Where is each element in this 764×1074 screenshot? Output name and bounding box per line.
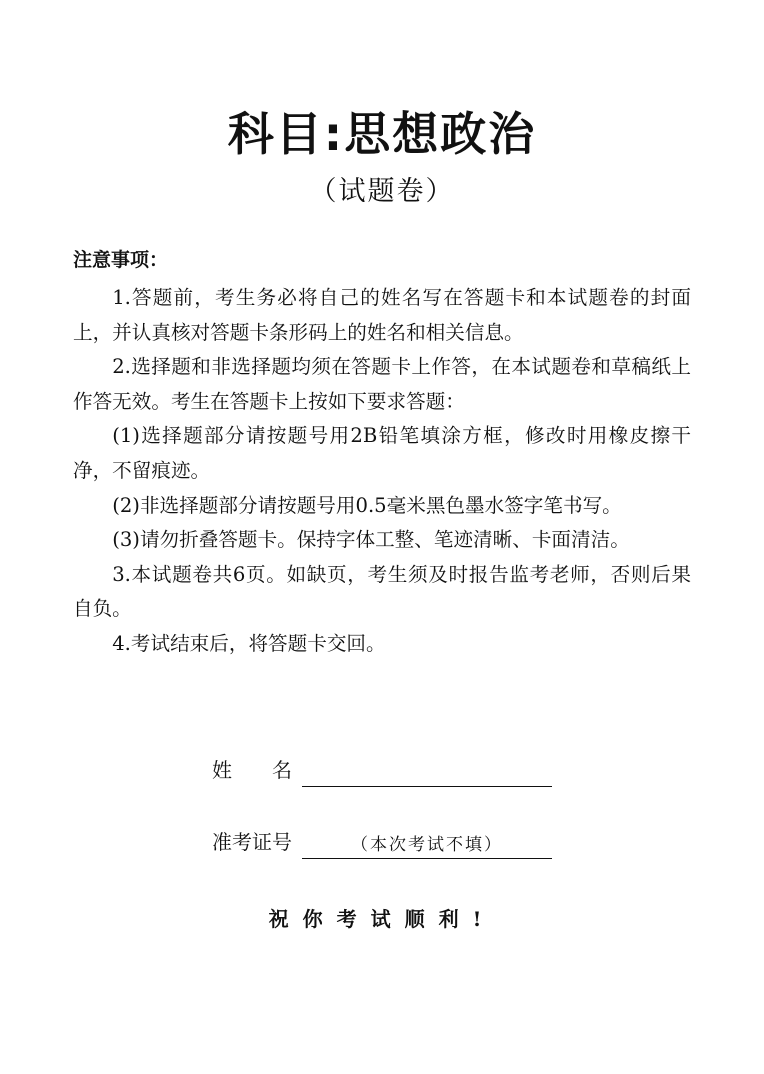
note-item-3: 3.本试题卷共6页。如缺页，考生须及时报告监考老师，否则后果自负。 <box>73 562 691 621</box>
note-item-2-3: (3)请勿折叠答题卡。保持字体工整、笔迹清晰、卡面清洁。 <box>112 528 630 552</box>
notes-heading: 注意事项： <box>73 249 169 271</box>
note-item-2-2: (2)非选择题部分请按题号用0.5毫米黑色墨水签字笔书写。 <box>112 493 622 517</box>
note-item-1: 1.答题前，考生务必将自己的姓名写在答题卡和本试题卷的封面上，并认真核对答题卡条形码上的姓名和相关信息。 <box>73 286 691 344</box>
name-blank[interactable] <box>302 760 552 787</box>
good-luck-message: 祝你考试顺利! <box>268 907 496 931</box>
exam-id-label: 准考证号 <box>212 830 292 854</box>
note-item-2-1: (1)选择题部分请按题号用2B铅笔填涂方框，修改时用橡皮擦干净，不留痕迹。 <box>73 424 691 482</box>
exam-id-blank[interactable]: （本次考试不填） <box>302 832 552 859</box>
paper-type-subtitle: （试题卷） <box>309 176 455 207</box>
note-item-4: 4.考试结束后，将答题卡交回。 <box>112 631 386 655</box>
notes-list <box>73 281 691 662</box>
subject-title: 科目:思想政治 <box>227 107 537 161</box>
name-label: 姓 名 <box>212 758 292 782</box>
note-item-2: 2.选择题和非选择题均须在答题卡上作答，在本试题卷和草稿纸上作答无效。考生在答题卡上按如下要求答题： <box>73 355 691 413</box>
